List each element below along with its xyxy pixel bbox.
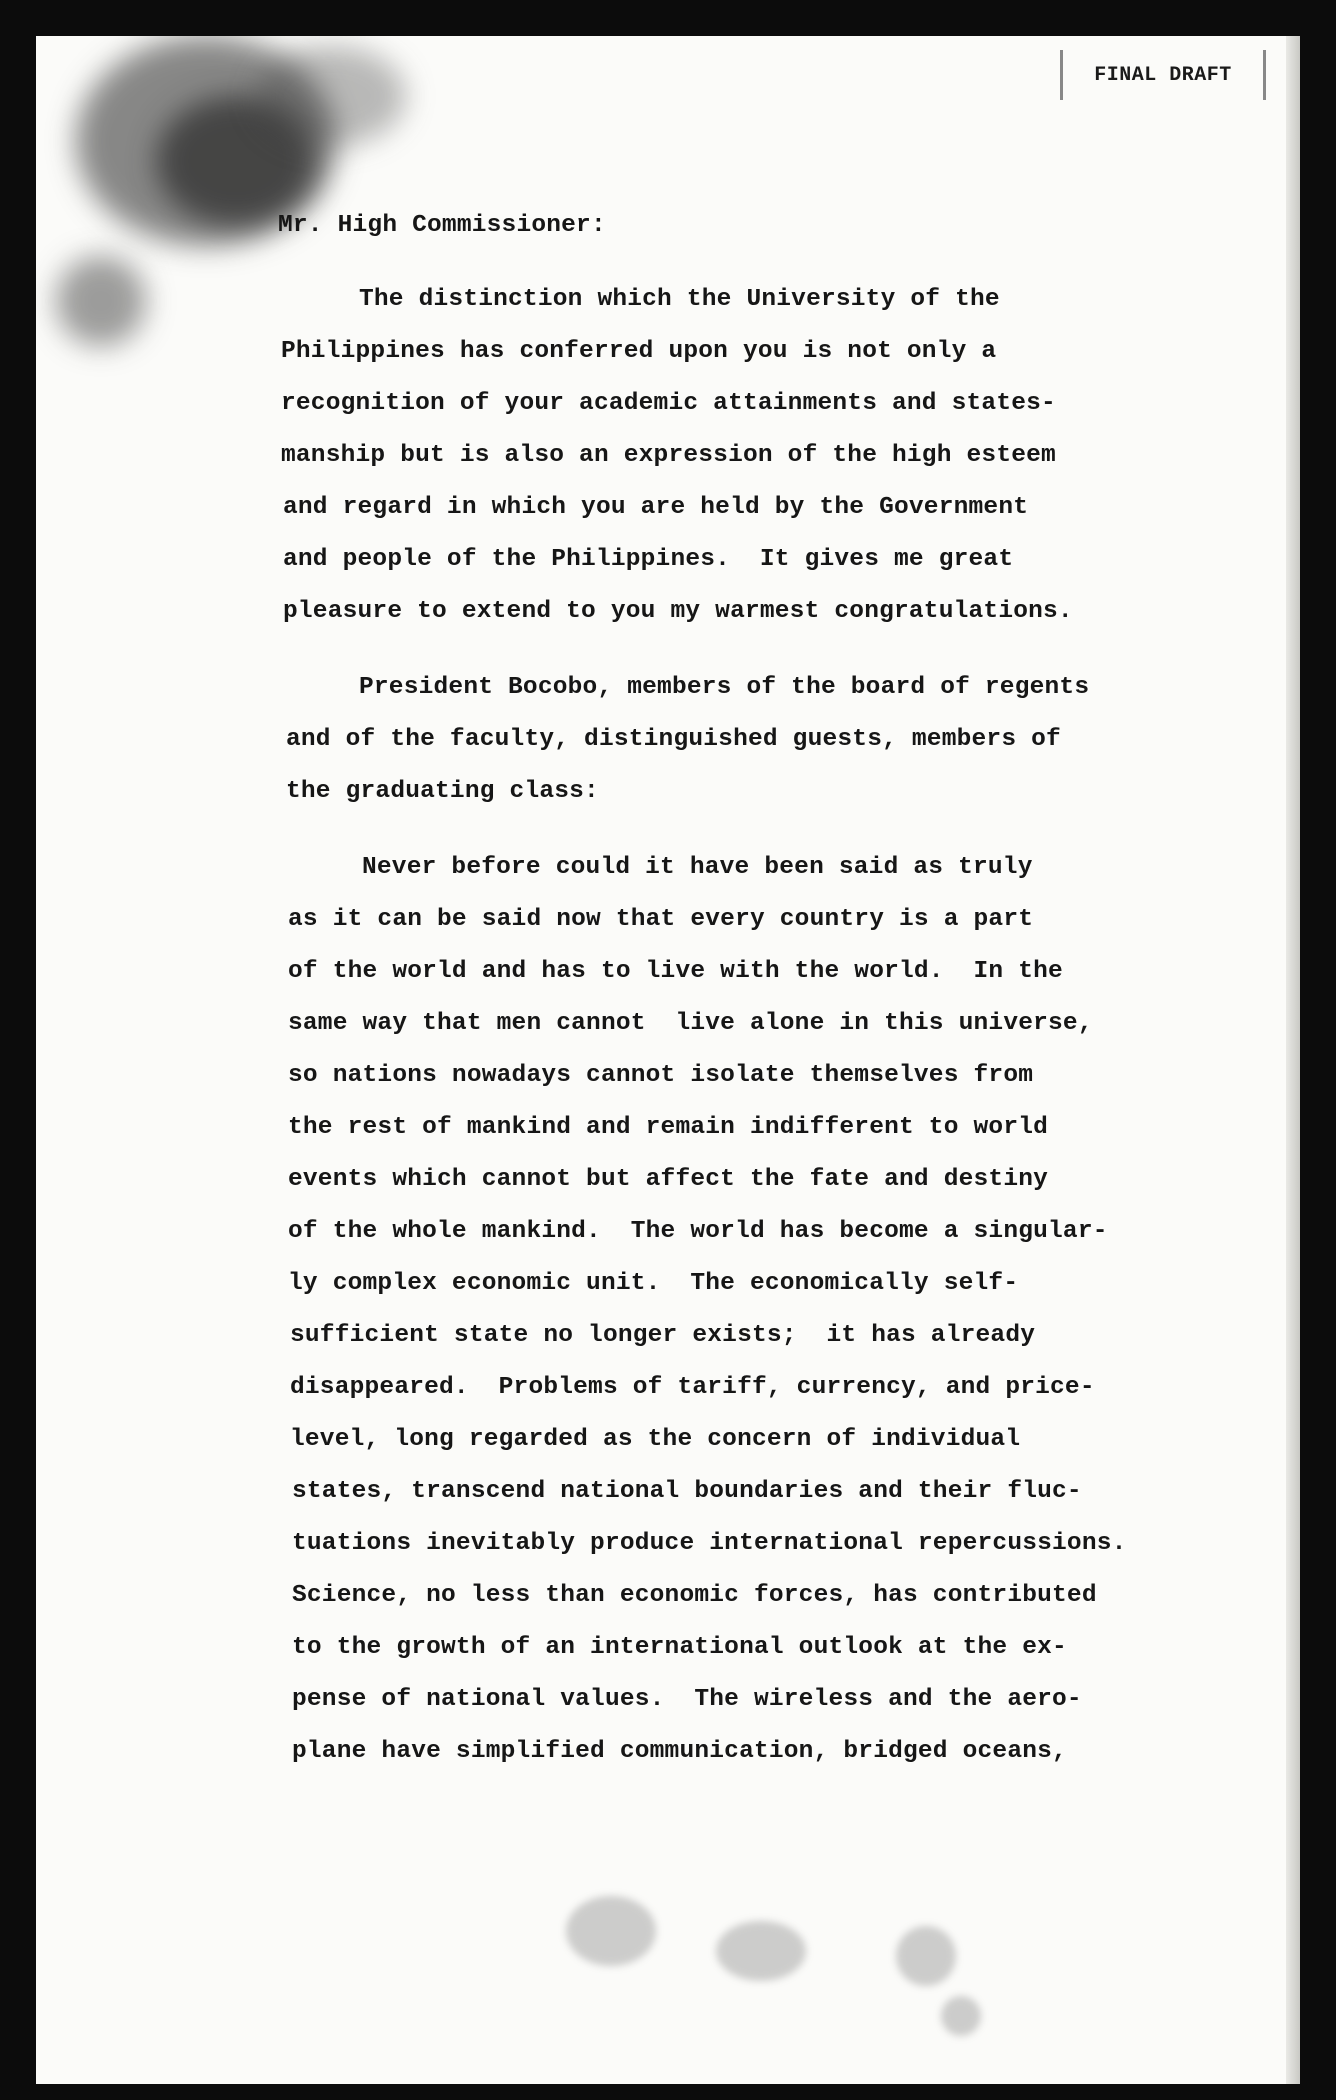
text-line: and of the faculty, distinguished guests, members of <box>286 726 1061 753</box>
ink-stain <box>56 256 146 346</box>
text-line: tuations inevitably produce international repercussions. <box>292 1530 1127 1557</box>
paper-sheet <box>36 36 1300 2084</box>
text-line: and regard in which you are held by the Government <box>283 494 1029 521</box>
text-line: same way that men cannot live alone in this universe, <box>288 1010 1093 1037</box>
text-line: President Bocobo, members of the board of regents <box>359 674 1090 701</box>
text-line: Never before could it have been said as truly <box>362 854 1033 881</box>
text-line: of the whole mankind. The world has become a singular- <box>288 1218 1108 1245</box>
text-line: plane have simplified communication, bridged oceans, <box>292 1738 1067 1765</box>
text-line: Science, no less than economic forces, has contributed <box>292 1582 1097 1609</box>
text-line: of the world and has to live with the world. In the <box>288 958 1063 985</box>
ink-stain <box>256 46 406 146</box>
text-line: disappeared. Problems of tariff, currency, and price- <box>290 1374 1095 1401</box>
text-line: sufficient state no longer exists; it has already <box>290 1322 1036 1349</box>
text-line: events which cannot but affect the fate and destiny <box>288 1166 1049 1193</box>
text-line: the graduating class: <box>286 778 599 805</box>
salutation: Mr. High Commissioner: <box>278 212 606 239</box>
text-line: pleasure to extend to you my warmest congratulations. <box>283 598 1073 625</box>
scan-noise <box>566 1896 656 1966</box>
stamp-text: FINAL DRAFT <box>1094 63 1232 87</box>
final-draft-stamp <box>1060 50 1266 100</box>
text-line: to the growth of an international outlook at the ex- <box>292 1634 1067 1661</box>
scan-noise <box>716 1921 806 1981</box>
text-line: recognition of your academic attainments and states- <box>281 390 1056 417</box>
text-line: level, long regarded as the concern of individual <box>290 1426 1021 1453</box>
text-line: states, transcend national boundaries and their fluc- <box>292 1478 1082 1505</box>
text-line: The distinction which the University of the <box>359 286 1000 313</box>
text-line: so nations nowadays cannot isolate themselves from <box>288 1062 1034 1089</box>
text-line: manship but is also an expression of the high esteem <box>281 442 1056 469</box>
text-line: as it can be said now that every country is a part <box>288 906 1034 933</box>
text-line: ly complex economic unit. The economically self- <box>288 1270 1019 1297</box>
text-line: Philippines has conferred upon you is not only a <box>281 338 997 365</box>
scan-noise <box>896 1926 956 1986</box>
text-line: pense of national values. The wireless and the aero- <box>292 1686 1082 1713</box>
text-line: the rest of mankind and remain indifferent to world <box>288 1114 1049 1141</box>
text-line: and people of the Philippines. It gives me great <box>283 546 1014 573</box>
paper-edge <box>1286 36 1300 2084</box>
scan-noise <box>941 1996 981 2036</box>
